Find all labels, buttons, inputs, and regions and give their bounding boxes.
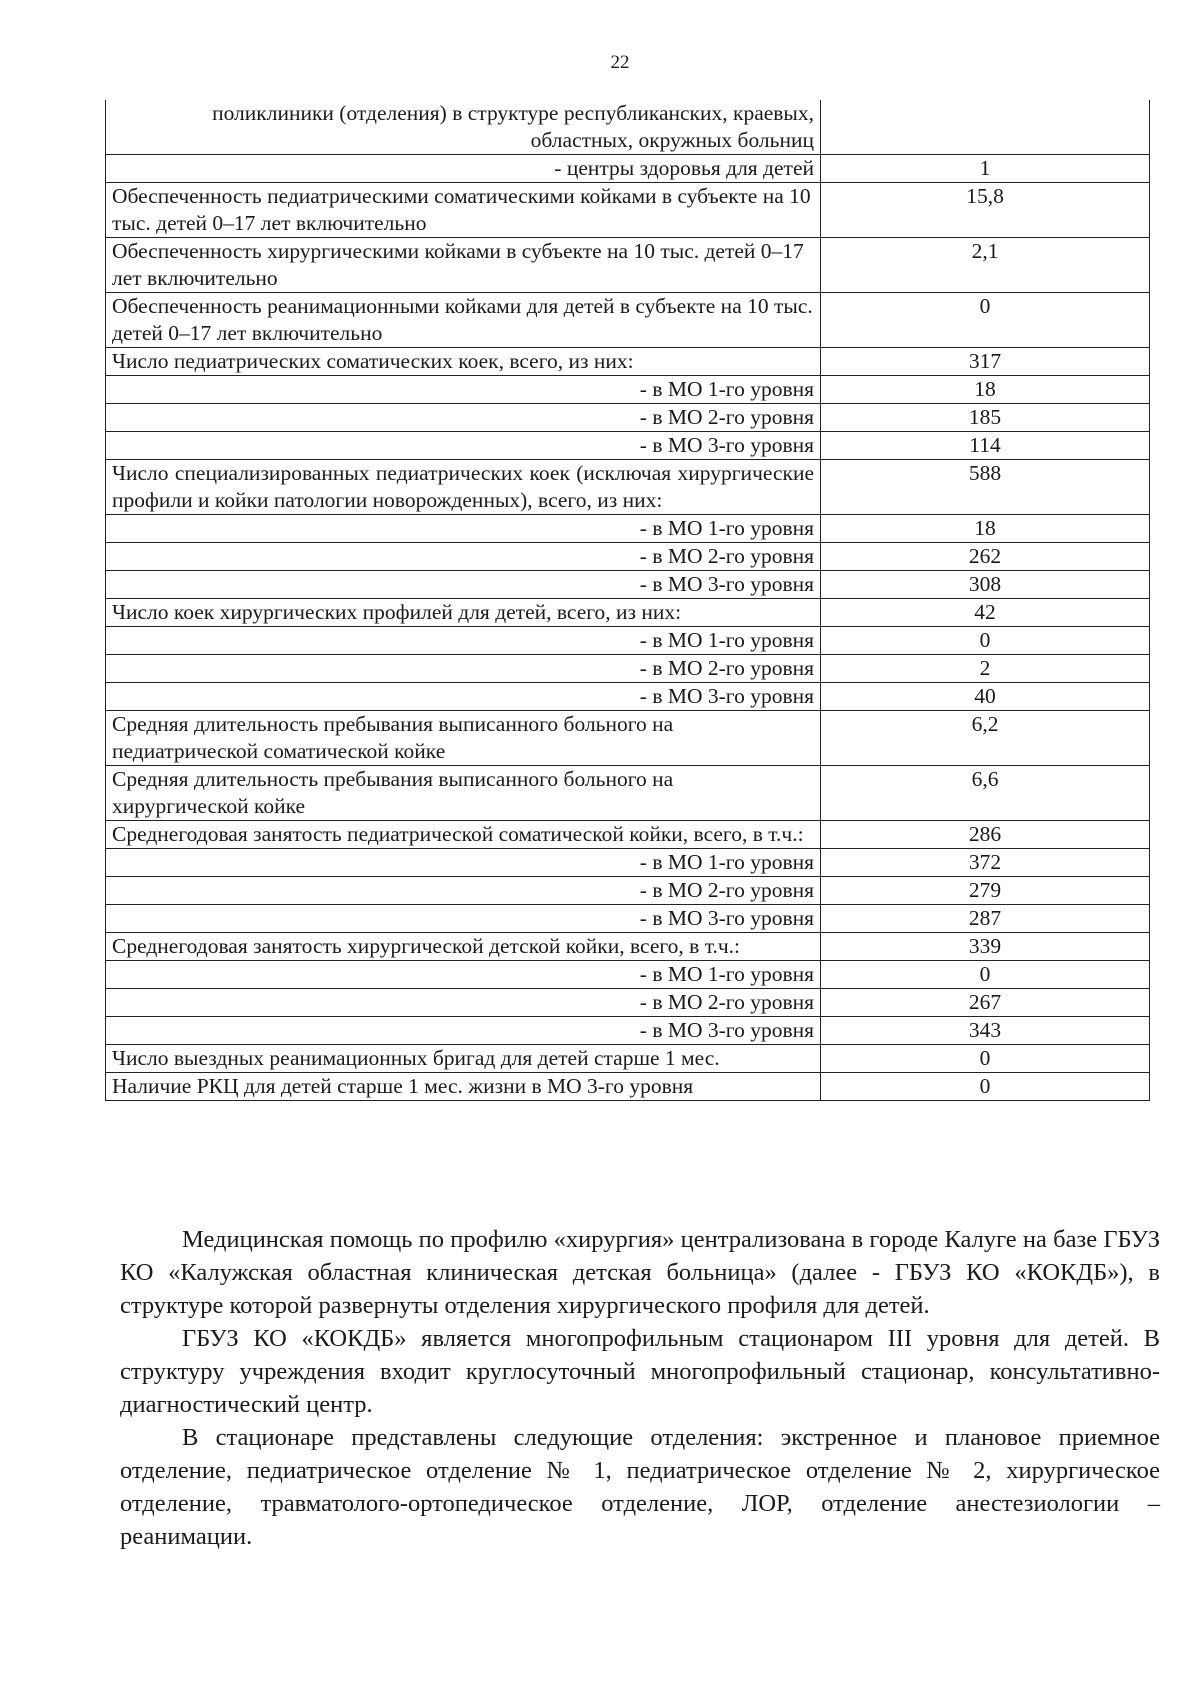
row-label: - в МО 1-го уровня — [106, 627, 821, 655]
paragraph-1: Медицинская помощь по профилю «хирургия» централизована в городе Калуге на базе ГБУЗ КО «Калужская областная клиническая детская больница» (далее - ГБУЗ КО «КОКДБ»), в структуре которой развернуты отделения хирургического профиля для детей. — [120, 1226, 1160, 1319]
statistics-table — [105, 100, 1150, 1101]
row-value: 287 — [821, 905, 1150, 933]
row-value: 6,6 — [821, 766, 1150, 821]
row-label: - в МО 3-го уровня — [106, 432, 821, 460]
table-row — [106, 821, 1150, 849]
table-row — [106, 376, 1150, 404]
row-value: 18 — [821, 515, 1150, 543]
row-label: - в МО 3-го уровня — [106, 683, 821, 711]
row-label: Обеспеченность педиатрическими соматическими койками в субъекте на 10 тыс. детей 0–17 лет включительно — [106, 183, 821, 238]
row-value: 40 — [821, 683, 1150, 711]
table-row — [106, 1017, 1150, 1045]
row-value — [821, 100, 1150, 155]
row-label: Обеспеченность хирургическими койками в субъекте на 10 тыс. детей 0–17 лет включительно — [106, 238, 821, 293]
row-value: 267 — [821, 989, 1150, 1017]
table-row — [106, 155, 1150, 183]
row-value: 2 — [821, 655, 1150, 683]
row-value: 279 — [821, 877, 1150, 905]
page-number: 22 — [610, 52, 630, 73]
table-row — [106, 989, 1150, 1017]
table-row — [106, 655, 1150, 683]
row-label: - в МО 2-го уровня — [106, 877, 821, 905]
row-value: 0 — [821, 1073, 1150, 1101]
table-row — [106, 905, 1150, 933]
row-label: - в МО 1-го уровня — [106, 849, 821, 877]
row-label: - в МО 1-го уровня — [106, 376, 821, 404]
table-row — [106, 432, 1150, 460]
table-row — [106, 849, 1150, 877]
row-value: 114 — [821, 432, 1150, 460]
row-value: 372 — [821, 849, 1150, 877]
table-row — [106, 711, 1150, 766]
body-text — [120, 1223, 1160, 1553]
statistics-table-body — [106, 100, 1150, 1101]
row-label: Число специализированных педиатрических коек (исключая хирургические профили и койки патологии новорожденных), всего, из них: — [106, 460, 821, 515]
row-label: Среднегодовая занятость хирургической детской койки, всего, в т.ч.: — [106, 933, 821, 961]
row-label: Число выездных реанимационных бригад для детей старше 1 мес. — [106, 1045, 821, 1073]
row-label: Обеспеченность реанимационными койками для детей в субъекте на 10 тыс. детей 0–17 лет включительно — [106, 293, 821, 348]
row-value: 0 — [821, 293, 1150, 348]
row-label: - в МО 2-го уровня — [106, 543, 821, 571]
table-row — [106, 683, 1150, 711]
table-row — [106, 961, 1150, 989]
table-row — [106, 238, 1150, 293]
row-label: - в МО 3-го уровня — [106, 571, 821, 599]
table-row — [106, 293, 1150, 348]
row-value: 1 — [821, 155, 1150, 183]
row-value: 0 — [821, 627, 1150, 655]
table-row — [106, 1045, 1150, 1073]
table-row — [106, 766, 1150, 821]
row-value: 0 — [821, 961, 1150, 989]
row-value: 588 — [821, 460, 1150, 515]
table-row — [106, 460, 1150, 515]
table-row — [106, 515, 1150, 543]
row-value: 2,1 — [821, 238, 1150, 293]
row-value: 343 — [821, 1017, 1150, 1045]
row-label: - в МО 1-го уровня — [106, 961, 821, 989]
row-value: 18 — [821, 376, 1150, 404]
row-label: Число коек хирургических профилей для детей, всего, из них: — [106, 599, 821, 627]
row-label: - в МО 1-го уровня — [106, 515, 821, 543]
row-value: 6,2 — [821, 711, 1150, 766]
row-label: Среднегодовая занятость педиатрической соматической койки, всего, в т.ч.: — [106, 821, 821, 849]
row-label: - в МО 3-го уровня — [106, 1017, 821, 1045]
table-row — [106, 571, 1150, 599]
row-value: 308 — [821, 571, 1150, 599]
table-row — [106, 404, 1150, 432]
row-value: 262 — [821, 543, 1150, 571]
row-label: - в МО 2-го уровня — [106, 989, 821, 1017]
row-value: 15,8 — [821, 183, 1150, 238]
row-label: Число педиатрических соматических коек, всего, из них: — [106, 348, 821, 376]
row-value: 0 — [821, 1045, 1150, 1073]
row-label: Наличие РКЦ для детей старше 1 мес. жизни в МО 3-го уровня — [106, 1073, 821, 1101]
row-value: 185 — [821, 404, 1150, 432]
row-value: 339 — [821, 933, 1150, 961]
table-row — [106, 599, 1150, 627]
row-value: 42 — [821, 599, 1150, 627]
row-label: Средняя длительность пребывания выписанного больного на хирургической койке — [106, 766, 821, 821]
table-row — [106, 543, 1150, 571]
paragraph-2: ГБУЗ КО «КОКДБ» является многопрофильным стационаром III уровня для детей. В структуру учреждения входит круглосуточный многопрофильный стационар, консультативно-диагностический центр. — [120, 1325, 1160, 1418]
row-label: - в МО 2-го уровня — [106, 404, 821, 432]
table-row — [106, 933, 1150, 961]
row-label: - в МО 2-го уровня — [106, 655, 821, 683]
row-value: 317 — [821, 348, 1150, 376]
row-label: поликлиники (отделения) в структуре республиканских, краевых, областных, окружных больниц — [106, 100, 821, 155]
table-row — [106, 627, 1150, 655]
row-value: 286 — [821, 821, 1150, 849]
row-label: - в МО 3-го уровня — [106, 905, 821, 933]
table-row — [106, 183, 1150, 238]
statistics-table-container — [105, 100, 1150, 1101]
table-row — [106, 877, 1150, 905]
row-label: Средняя длительность пребывания выписанного больного на педиатрической соматической койке — [106, 711, 821, 766]
paragraph-3: В стационаре представлены следующие отделения: экстренное и плановое приемное отделение, педиатрическое отделение № 1, педиатрическое отделение № 2, хирургическое отделение, травматолого-ортопедическое отделение, ЛОР, отделение анестезиологии – реанимации. — [120, 1424, 1160, 1550]
row-label: - центры здоровья для детей — [106, 155, 821, 183]
table-row — [106, 1073, 1150, 1101]
table-row — [106, 348, 1150, 376]
table-row — [106, 100, 1150, 155]
